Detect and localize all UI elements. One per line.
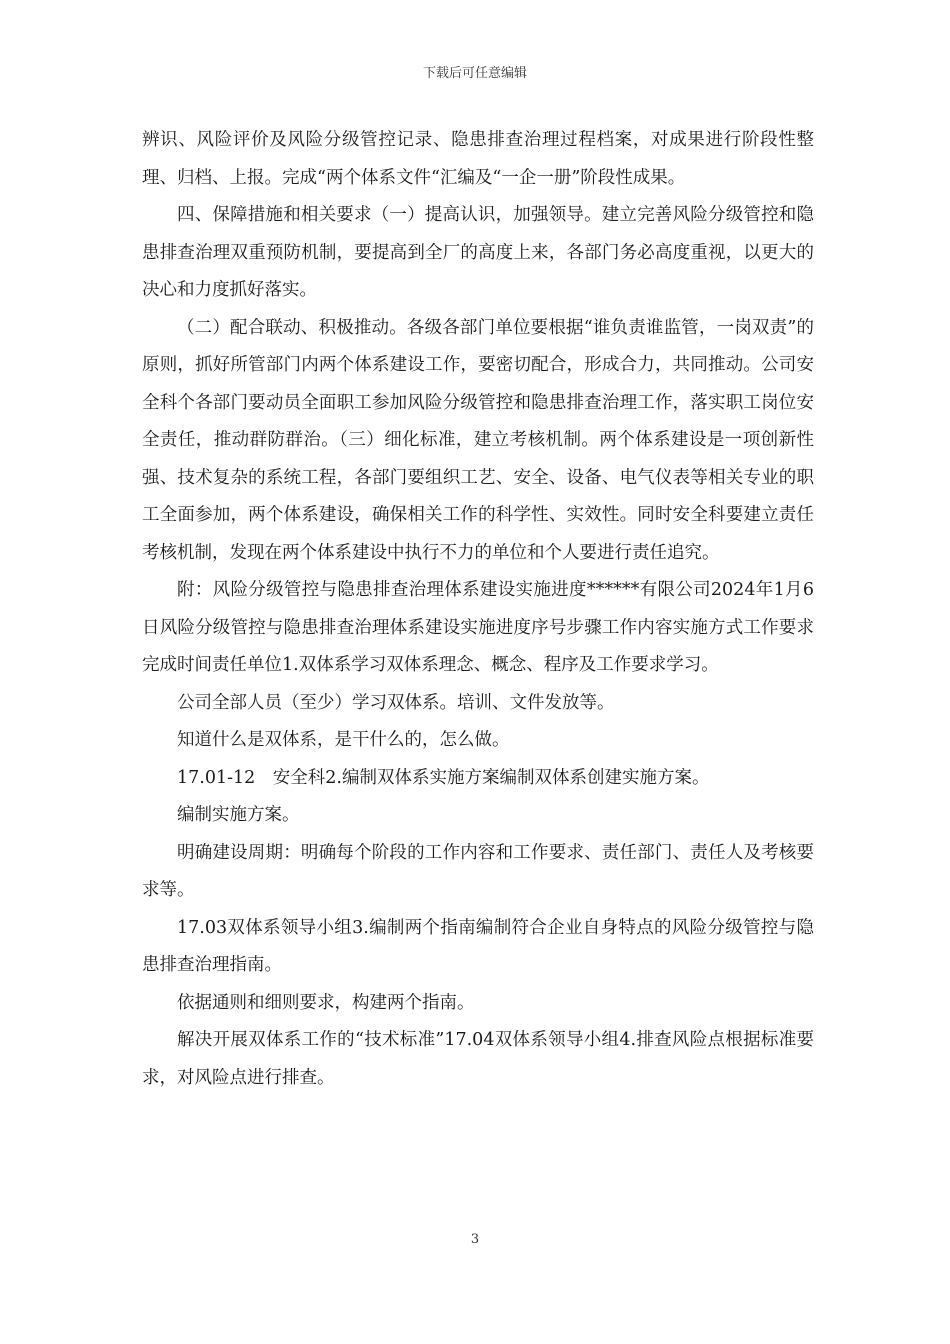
paragraph-6: 知道什么是双体系，是干什么的，怎么做。	[177, 730, 510, 750]
paragraph-2: 四、保障措施和相关要求（一）提高认识，加强领导。建立完善风险分级管控和隐患排查治理双重预防机制，要提高到全厂的高度上来，各部门务必高度重视，以更大的决心和力度抓好落实。	[142, 205, 814, 300]
paragraph-12: 解决开展双体系工作的“技术标准”17.04双体系领导小组4.排查风险点根据标准要求，对风险点进行排查。	[142, 1030, 814, 1088]
document-body	[142, 122, 814, 1097]
paragraph-7: 17.01-12 安全科2.编制双体系实施方案编制双体系创建实施方案。	[177, 767, 710, 788]
paragraph-8: 编制实施方案。	[177, 805, 300, 825]
page-number: 3	[470, 1232, 480, 1247]
paragraph-5: 公司全部人员（至少）学习双体系。培训、文件发放等。	[177, 692, 615, 713]
paragraph-3: （二）配合联动、积极推动。各级各部门单位要根据“谁负责谁监管，一岗双责”的原则，抓好所管部门内两个体系建设工作，要密切配合，形成合力，共同推动。公司安全科个各部门要动员全面职工参加风险分级管控和隐患排查治理工作，落实职工岗位安全责任，推动群防群治。（三）细化标准，建立考核机制。两个体系建设是一项创新性强、技术复杂的系统工程，各部门要组织工艺、安全、设备、电气仪表等相关专业的职工全面参加，两个体系建设，确保相关工作的科学性、实效性。同时安全科要建立责任考核机制，发现在两个体系建设中执行不力的单位和个人要进行责任追究。	[142, 317, 814, 563]
paragraph-10: 17.03双体系领导小组3.编制两个指南编制符合企业自身特点的风险分级管控与隐患排查治理指南。	[142, 917, 814, 975]
paragraph-11: 依据通则和细则要求，构建两个指南。	[177, 992, 475, 1013]
page-header: 下载后可任意编辑	[422, 66, 527, 81]
paragraph-4: 附：风险分级管控与隐患排查治理体系建设实施进度******有限公司2024年1月6日风险分级管控与隐患排查治理体系建设实施进度序号步骤工作内容实施方式工作要求完成时间责任单位1.双体系学习双体系理念、概念、程序及工作要求学习。	[142, 580, 814, 675]
paragraph-1: 辨识、风险评价及风险分级管控记录、隐患排查治理过程档案，对成果进行阶段性整理、归档、上报。完成“两个体系文件“汇编及“一企一册”阶段性成果。	[142, 130, 814, 188]
paragraph-9: 明确建设周期：明确每个阶段的工作内容和工作要求、责任部门、责任人及考核要求等。	[142, 842, 814, 900]
